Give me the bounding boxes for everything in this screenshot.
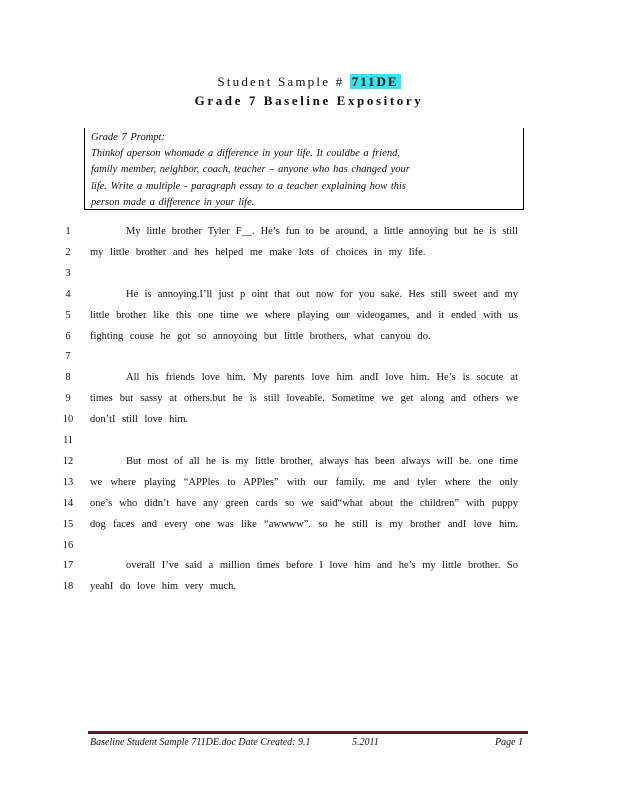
- footer-date: 5.2011: [352, 737, 379, 748]
- line-number: 2: [65, 246, 71, 258]
- line-number: 18: [62, 581, 74, 593]
- line-number: 15: [62, 518, 74, 530]
- line-number: 13: [62, 476, 74, 488]
- line-number: 14: [62, 497, 74, 509]
- essay-line: All his friends love him. My parents love him andI love him. He’s is socute at: [126, 372, 518, 384]
- line-number: 4: [65, 288, 71, 300]
- prompt-line: family member, neighbor, coach, teacher – anyone who has changed your: [91, 164, 410, 176]
- line-number: 17: [62, 560, 74, 572]
- footer-rule: [88, 731, 528, 734]
- line-number: 5: [65, 309, 71, 321]
- footer-filename: Baseline Student Sample 711DE.doc Date Created: 9.1: [90, 737, 311, 748]
- prompt-heading: Grade 7 Prompt:: [91, 132, 165, 143]
- document-subtitle: Grade 7 Baseline Expository: [194, 93, 424, 108]
- line-number: 11: [62, 435, 74, 446]
- essay-line: But most of all he is my little brother, always has been always will be. one time: [126, 455, 518, 467]
- line-number: 12: [62, 455, 74, 467]
- essay-line: My little brother Tyler F__. He’s fun to be around, a little annoying but he is still: [126, 226, 518, 237]
- essay-line: don’tI still love him.: [90, 414, 189, 426]
- line-number: 16: [62, 539, 74, 551]
- line-number: 6: [65, 330, 71, 342]
- essay-line: times but sassy at others.but he is still loveable. Sometime we get along and others we: [90, 393, 518, 405]
- essay-line: dog faces and every one was like “awwww”. so he still is my brother andI love him.: [90, 518, 518, 530]
- essay-line: one’s who didn’t have any green cards so we said“what about the children” with puppy: [90, 497, 518, 509]
- essay-line: yeahI do love him very much.: [90, 581, 236, 593]
- prompt-line: life. Write a multiple - paragraph essay to a teacher explaining how this: [91, 180, 407, 192]
- line-number: 1: [65, 226, 71, 237]
- line-number: 9: [65, 393, 71, 405]
- title-prefix: Student Sample #: [217, 74, 345, 89]
- essay-line: overall I’ve said a million times before I love him and he’s my little brother. So: [126, 560, 518, 572]
- line-number: 3: [65, 267, 71, 279]
- essay-line: He is annoying.I’ll just p oint that out now for you sake. Hes still sweet and my: [126, 288, 518, 300]
- essay-line: little brother like this one time we where playing our videogames, and it ended with us: [90, 309, 518, 321]
- essay-line: my little brother and hes helped me make lots of choices in my life.: [90, 246, 426, 258]
- prompt-line: person made a difference in your life.: [91, 196, 255, 208]
- document-title: [0, 74, 618, 90]
- line-number: 8: [65, 372, 71, 384]
- sample-id-highlight: 711DE: [351, 74, 399, 89]
- essay-line: fighting couse he got so annoyoing but little brothers, what canyou do.: [90, 330, 431, 342]
- prompt-line: Thinkof aperson whomade a difference in your life. It couldbe a friend,: [91, 148, 400, 160]
- line-number: 7: [65, 351, 71, 363]
- essay-line: we where playing “APPles to APPles” with our family. me and tyler where the only: [90, 476, 518, 488]
- footer-page-number: Page 1: [495, 737, 524, 748]
- line-number: 10: [62, 414, 74, 426]
- prompt-box: [84, 128, 524, 210]
